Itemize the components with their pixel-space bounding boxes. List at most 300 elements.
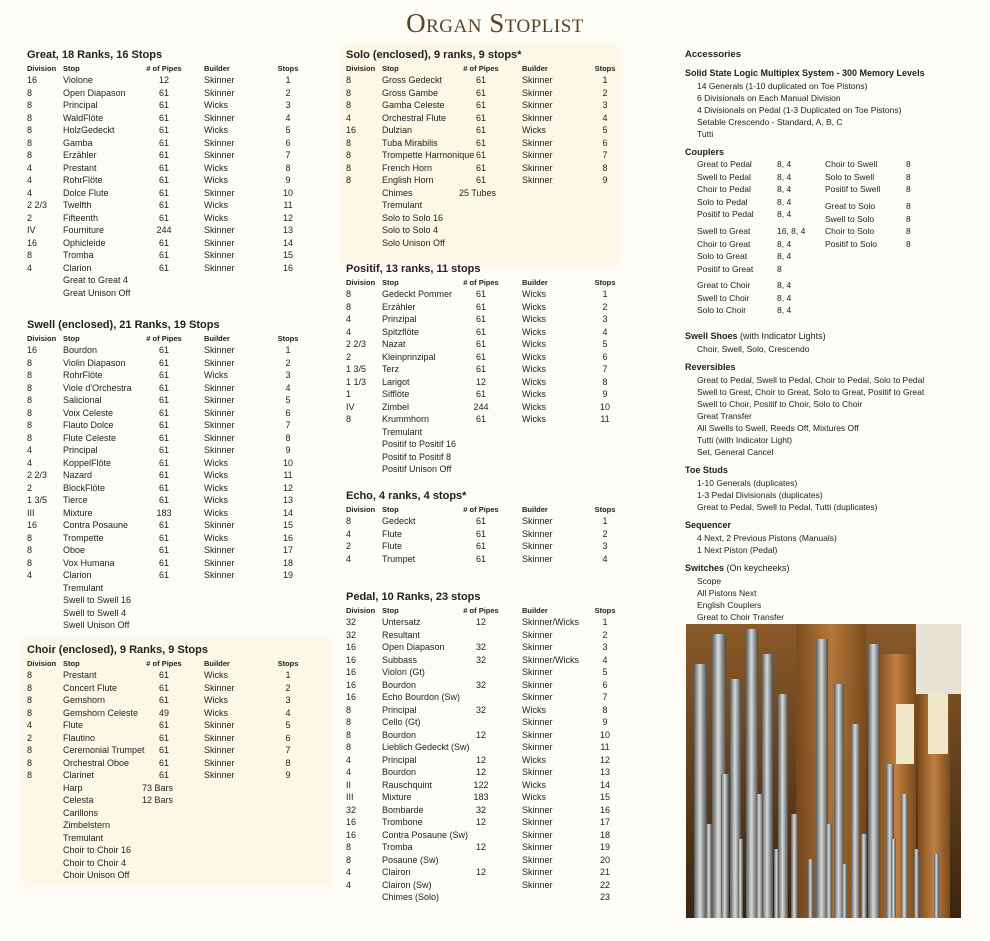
- stop-number-cell: 6: [285, 137, 291, 148]
- builder-cell: Skinner/Wicks: [522, 617, 580, 627]
- header-stops: Stops: [594, 278, 616, 287]
- extra-label: Chimes: [382, 187, 413, 198]
- pipes-cell: 32: [475, 679, 486, 690]
- section-title: Solo (enclosed), 9 ranks, 9 stops*: [346, 49, 522, 61]
- stop-number-cell: 8: [285, 757, 291, 768]
- header-stops: Stops: [277, 334, 299, 343]
- builder-cell: Skinner: [204, 187, 235, 198]
- stop-number-cell: 10: [599, 401, 610, 412]
- stop-name-cell: English Horn: [382, 175, 434, 185]
- column-headers: [27, 658, 327, 669]
- stop-name-cell: Clairon (Sw): [382, 879, 432, 890]
- builder-cell: Wicks: [204, 670, 228, 680]
- stop-name-cell: Prestant: [63, 162, 97, 173]
- couplers-title: Couplers: [685, 147, 725, 157]
- stop-name-cell: Gross Gambe: [382, 87, 439, 98]
- stop-number-cell: 8: [602, 376, 608, 387]
- stop-name-cell: KoppelFlöte: [63, 457, 112, 468]
- pipes-cell: 61: [158, 532, 169, 543]
- division-cell: 8: [27, 100, 33, 110]
- stop-name-cell: French Horn: [382, 162, 433, 173]
- division-cell: 16: [27, 345, 38, 355]
- pipes-cell: 61: [158, 407, 169, 418]
- stop-number-cell: 19: [599, 842, 610, 852]
- stop-row: [27, 569, 327, 582]
- page-title: Organ Stoplist: [406, 8, 584, 38]
- accessory-item: Choir, Swell, Solo, Crescendo: [697, 344, 810, 354]
- header-builder: Builder: [204, 659, 230, 668]
- extra-row: [27, 794, 327, 807]
- stop-row: [27, 669, 327, 682]
- stop-row: [346, 616, 616, 629]
- stop-number-cell: 9: [602, 717, 608, 727]
- pipes-cell: 61: [158, 520, 169, 530]
- reversibles-list: [685, 374, 975, 458]
- accessories-title: Accessories: [685, 49, 741, 60]
- stop-number-cell: 16: [599, 804, 610, 815]
- stop-row: [27, 162, 327, 175]
- header-division: Division: [27, 64, 57, 73]
- extra-label: Tremulant: [382, 426, 423, 437]
- stop-name-cell: Clarion: [63, 570, 92, 580]
- stop-row: [346, 679, 616, 692]
- stop-number-cell: 7: [602, 150, 608, 160]
- stop-row: [27, 482, 327, 495]
- stop-number-cell: 4: [285, 112, 291, 123]
- accessory-item: Great to Pedal, Swell to Pedal, Tutti (duplicates): [697, 502, 878, 512]
- stop-name-cell: Echo Bourdon (Sw): [382, 692, 461, 702]
- coupler-name: Great to Choir: [697, 280, 751, 290]
- extra-label: Positif to Positif 16: [382, 439, 457, 449]
- stop-number-cell: 8: [602, 704, 608, 715]
- coupler-pitch: 8, 4: [777, 159, 792, 169]
- accessory-item: Great to Choir Transfer: [697, 612, 784, 622]
- division-cell: 4: [346, 314, 352, 324]
- builder-cell: Skinner: [522, 642, 553, 652]
- positif-section: [346, 262, 616, 489]
- extra-row: [346, 187, 616, 200]
- switches-list: [685, 575, 975, 623]
- swell-shoes-label: Swell Shoes: [685, 331, 738, 341]
- stop-row: [346, 338, 616, 351]
- builder-cell: Skinner: [522, 717, 553, 727]
- builder-cell: Wicks: [204, 175, 228, 185]
- stop-number-cell: 9: [285, 445, 291, 455]
- builder-cell: Skinner: [204, 445, 235, 455]
- extra-label: Tremulant: [63, 582, 104, 593]
- sequencer-title: Sequencer: [685, 520, 732, 530]
- builder-cell: Skinner: [522, 75, 553, 85]
- coupler-pitch: 8: [906, 184, 911, 194]
- stop-number-cell: 8: [602, 162, 608, 173]
- division-cell: 4: [346, 867, 352, 877]
- builder-cell: Wicks: [204, 200, 228, 210]
- accessory-item: 1-3 Pedal Divisionals (duplicates): [697, 490, 823, 500]
- extra-label: Great to Great 4: [63, 275, 129, 285]
- pipes-cell: 61: [158, 162, 169, 173]
- stop-row: [346, 351, 616, 364]
- column-left: [27, 48, 327, 882]
- builder-cell: Skinner: [204, 75, 235, 85]
- stop-number-cell: 3: [285, 695, 291, 705]
- stop-row: [27, 719, 327, 732]
- builder-cell: Skinner: [204, 395, 235, 405]
- division-cell: IV: [346, 401, 355, 412]
- division-cell: 8: [346, 854, 352, 865]
- stop-number-cell: 1: [602, 289, 608, 299]
- column-headers: [346, 605, 616, 616]
- pipes-cell: 122: [473, 779, 489, 790]
- pipes-cell: 61: [475, 326, 486, 337]
- stop-row: [346, 641, 616, 654]
- stop-row: [27, 174, 327, 187]
- pipes-cell: 12: [475, 729, 486, 740]
- stop-row: [27, 149, 327, 162]
- stop-number-cell: 17: [599, 817, 610, 827]
- accessory-item: 14 Generals (1-10 duplicated on Toe Pistons): [697, 81, 868, 91]
- stop-name-cell: Bourdon: [382, 767, 417, 777]
- division-cell: III: [346, 792, 354, 802]
- stop-number-cell: 7: [285, 420, 291, 430]
- header-pipes: # of Pipes: [146, 659, 182, 668]
- pipes-cell: 32: [475, 642, 486, 652]
- stop-number-cell: 18: [599, 829, 610, 840]
- division-cell: 4: [27, 262, 33, 273]
- builder-cell: Wicks: [204, 370, 228, 380]
- stop-number-cell: 4: [285, 707, 291, 718]
- stop-number-cell: 4: [602, 326, 608, 337]
- pipes-cell: 61: [475, 414, 486, 424]
- accessory-item: 4 Divisionals on Pedal (1-3 Duplicated on Toe Pistons): [697, 105, 902, 115]
- stop-name-cell: Clarion: [63, 262, 92, 273]
- builder-cell: Skinner: [522, 867, 553, 877]
- stop-row: [27, 74, 327, 87]
- division-cell: 8: [346, 729, 352, 740]
- pipes-cell: 61: [158, 137, 169, 148]
- pipes-cell: 61: [475, 289, 486, 299]
- stop-row: [27, 357, 327, 370]
- ssl-list: [685, 80, 975, 140]
- accessory-item: Tutti (with Indicator Light): [697, 435, 793, 445]
- pipes-cell: 61: [158, 125, 169, 135]
- builder-cell: Skinner: [204, 520, 235, 530]
- division-cell: 8: [27, 557, 33, 568]
- accessory-item: Set, General Cancel: [697, 447, 774, 457]
- header-stops: Stops: [594, 606, 616, 615]
- pipes-cell: 61: [475, 87, 486, 98]
- header-pipes: # of Pipes: [463, 278, 499, 287]
- pipes-cell: 61: [158, 345, 169, 355]
- stop-number-cell: 15: [282, 250, 293, 260]
- organ-pipes-illustration: [686, 624, 961, 918]
- organ-pipes-photo: [686, 624, 961, 918]
- builder-cell: Wicks: [522, 401, 546, 412]
- stop-number-cell: 6: [602, 679, 608, 690]
- builder-cell: Wicks: [522, 351, 546, 362]
- header-builder: Builder: [522, 64, 548, 73]
- extra-label: Tremulant: [63, 832, 104, 843]
- stop-name-cell: Viole d'Orchestra: [63, 382, 132, 393]
- stop-number-cell: 16: [282, 262, 293, 273]
- stop-name-cell: Terz: [382, 364, 400, 374]
- coupler-name: Positif to Solo: [825, 238, 877, 249]
- extra-row: [27, 607, 327, 620]
- stop-row: [27, 87, 327, 100]
- builder-cell: Skinner: [522, 679, 553, 690]
- stop-row: [346, 162, 616, 175]
- swell-shoes-note: (with Indicator Lights): [740, 331, 826, 341]
- accessory-item: Swell to Great, Choir to Great, Solo to Great, Positif to Great: [697, 387, 925, 397]
- stop-number-cell: 10: [599, 729, 610, 740]
- extra-row: [27, 782, 327, 795]
- accessory-item: 6 Divisionals on Each Manual Division: [697, 93, 841, 103]
- pipes-cell: 61: [475, 137, 486, 148]
- pipes-cell: 183: [156, 507, 172, 518]
- division-cell: 8: [27, 407, 33, 418]
- stop-row: [27, 432, 327, 445]
- stop-row: [346, 388, 616, 401]
- division-cell: 8: [346, 162, 352, 173]
- coupler-pitch: 8: [906, 171, 911, 182]
- stop-row: [346, 376, 616, 389]
- stop-name-cell: Fourniture: [63, 225, 105, 235]
- stop-row: [27, 732, 327, 745]
- stop-number-cell: 1: [602, 617, 608, 627]
- coupler-pitch: 8: [906, 159, 911, 169]
- stop-name-cell: Contra Posaune: [63, 520, 129, 530]
- stop-row: [27, 199, 327, 212]
- builder-cell: Wicks: [204, 495, 228, 505]
- builder-cell: Wicks: [204, 695, 228, 705]
- extra-row: [346, 199, 616, 212]
- pipes-cell: 61: [158, 545, 169, 555]
- builder-cell: Wicks: [522, 364, 546, 374]
- header-pipes: # of Pipes: [146, 334, 182, 343]
- stop-number-cell: 12: [282, 212, 293, 223]
- coupler-pitch: 8, 4: [777, 209, 792, 219]
- choir-section: [27, 643, 327, 882]
- division-cell: 8: [27, 250, 33, 260]
- coupler-name: Solo to Swell: [825, 171, 875, 182]
- accessory-item: 4 Next, 2 Previous Pistons (Manuals): [697, 533, 837, 543]
- division-cell: 16: [27, 237, 38, 248]
- stop-number-cell: 9: [602, 175, 608, 185]
- stop-name-cell: Dulzian: [382, 125, 413, 135]
- builder-cell: Wicks: [522, 704, 546, 715]
- builder-cell: Skinner: [522, 879, 553, 890]
- stop-number-cell: 9: [602, 389, 608, 399]
- stop-row: [346, 149, 616, 162]
- extra-label: Celesta: [63, 795, 94, 805]
- stop-name-cell: Chimes (Solo): [382, 892, 440, 902]
- division-cell: 8: [27, 757, 33, 768]
- pipe: [861, 834, 867, 918]
- column-headers: [346, 504, 616, 515]
- stop-name-cell: Bourdon: [63, 345, 98, 355]
- swell-shoes-list: [685, 343, 975, 355]
- stop-row: [346, 804, 616, 817]
- stop-row: [346, 301, 616, 314]
- builder-cell: Wicks: [204, 532, 228, 543]
- builder-cell: Skinner: [522, 742, 553, 752]
- stop-number-cell: 5: [602, 125, 608, 135]
- stop-name-cell: Larigot: [382, 376, 410, 387]
- builder-cell: Skinner: [522, 516, 553, 526]
- coupler-pitch: 8: [906, 213, 911, 224]
- division-cell: 1: [346, 389, 352, 399]
- pipes-cell: 61: [475, 553, 486, 564]
- builder-cell: Skinner: [204, 732, 235, 743]
- pipes-cell: 61: [158, 150, 169, 160]
- extra-row: [346, 463, 616, 476]
- header-stops: Stops: [594, 64, 616, 73]
- stop-row: [27, 494, 327, 507]
- header-builder: Builder: [204, 64, 230, 73]
- division-cell: 8: [346, 414, 352, 424]
- division-cell: 4: [346, 767, 352, 777]
- stop-row: [346, 288, 616, 301]
- switches-note: (On keycheeks): [726, 563, 790, 573]
- stop-name-cell: Rauschquint: [382, 779, 433, 790]
- header-division: Division: [346, 64, 376, 73]
- stop-number-cell: 3: [285, 370, 291, 380]
- stop-number-cell: 2: [285, 87, 291, 98]
- header-stop: Stop: [63, 64, 80, 73]
- coupler-pitch: 8: [906, 201, 911, 211]
- extra-row: [346, 438, 616, 451]
- division-cell: 4: [27, 457, 33, 468]
- pipe: [826, 824, 832, 918]
- stop-row: [346, 112, 616, 125]
- stop-number-cell: 1: [602, 75, 608, 85]
- stop-name-cell: Gross Gedeckt: [382, 75, 443, 85]
- division-cell: 8: [27, 382, 33, 393]
- stop-name-cell: Flute: [382, 528, 403, 539]
- pipes-cell: 12: [475, 842, 486, 852]
- stop-row: [346, 74, 616, 87]
- stop-number-cell: 3: [602, 541, 608, 551]
- pipes-cell: 32: [475, 704, 486, 715]
- pipes-cell: 244: [473, 401, 489, 412]
- stop-number-cell: 1: [285, 670, 291, 680]
- pipes-cell: 61: [158, 395, 169, 405]
- stop-name-cell: Voix Celeste: [63, 407, 114, 418]
- builder-cell: Skinner: [204, 770, 235, 780]
- pipes-cell: 61: [158, 732, 169, 743]
- pipe: [891, 839, 896, 918]
- builder-cell: Skinner: [522, 629, 553, 640]
- builder-cell: Skinner: [522, 553, 553, 564]
- extra-label: Positif Unison Off: [382, 464, 452, 474]
- builder-cell: Skinner: [522, 87, 553, 98]
- toe-studs-list: [685, 477, 975, 513]
- coupler-name: Choir to Solo: [825, 226, 875, 236]
- stop-name-cell: Gemshorn: [63, 695, 106, 705]
- stop-number-cell: 15: [282, 520, 293, 530]
- pipes-cell: 61: [158, 670, 169, 680]
- pipes-cell: 61: [475, 125, 486, 135]
- builder-cell: Skinner: [204, 570, 235, 580]
- builder-cell: Skinner: [204, 757, 235, 768]
- builder-cell: Wicks: [204, 125, 228, 135]
- pedal-section: [346, 590, 616, 904]
- stop-number-cell: 12: [599, 754, 610, 765]
- stop-row: [27, 444, 327, 457]
- coupler-name: Choir to Great: [697, 238, 751, 249]
- stop-number-cell: 8: [285, 432, 291, 443]
- stop-number-cell: 19: [282, 570, 293, 580]
- coupler-pitch: 16, 8, 4: [777, 226, 806, 236]
- builder-cell: Skinner: [522, 162, 553, 173]
- switches-title: [685, 561, 975, 575]
- stop-number-cell: 1: [602, 516, 608, 526]
- builder-cell: Skinner: [204, 382, 235, 393]
- division-cell: 8: [27, 370, 33, 380]
- accessory-item: 1 Next Piston (Pedal): [697, 545, 778, 555]
- division-cell: 8: [27, 432, 33, 443]
- stop-number-cell: 14: [282, 507, 293, 518]
- pipes-cell: 61: [158, 212, 169, 223]
- extra-pipes: 73 Bars: [142, 782, 174, 793]
- pipes-cell: 61: [158, 557, 169, 568]
- stop-row: [346, 816, 616, 829]
- stop-number-cell: 7: [285, 150, 291, 160]
- stop-row: [27, 407, 327, 420]
- division-cell: 1 3/5: [346, 364, 367, 374]
- division-cell: II: [346, 779, 352, 790]
- division-cell: 8: [346, 87, 352, 98]
- division-cell: 2: [27, 732, 33, 743]
- coupler-pitch: 8, 4: [777, 251, 792, 261]
- pipes-cell: 61: [158, 745, 169, 755]
- pipes-cell: 49: [158, 707, 169, 718]
- stop-name-cell: Fifteenth: [63, 212, 99, 223]
- stop-name-cell: Flute: [382, 541, 403, 551]
- builder-cell: Skinner: [204, 357, 235, 368]
- division-cell: 8: [27, 707, 33, 718]
- stop-number-cell: 15: [599, 792, 610, 802]
- pipes-cell: 61: [158, 357, 169, 368]
- section-title: Great, 18 Ranks, 16 Stops: [27, 49, 163, 61]
- builder-cell: Skinner: [522, 804, 553, 815]
- stop-number-cell: 2: [285, 357, 291, 368]
- extra-row: [27, 594, 327, 607]
- stop-row: [346, 174, 616, 187]
- extra-label: Solo to Solo 16: [382, 212, 444, 223]
- stop-row: [346, 363, 616, 376]
- stop-row: [346, 401, 616, 414]
- header-division: Division: [27, 659, 57, 668]
- extra-row: [27, 869, 327, 882]
- builder-cell: Wicks: [522, 754, 546, 765]
- division-cell: 1 3/5: [27, 495, 48, 505]
- coupler-name: Positif to Pedal: [697, 209, 754, 219]
- header-pipes: # of Pipes: [463, 505, 499, 514]
- pipes-cell: 12: [475, 617, 486, 627]
- builder-cell: Wicks: [522, 125, 546, 135]
- stop-number-cell: 2: [602, 301, 608, 312]
- division-cell: 2 2/3: [27, 470, 48, 480]
- stop-row: [27, 262, 327, 275]
- pipes-cell: 61: [158, 112, 169, 123]
- builder-cell: Skinner: [522, 150, 553, 160]
- couplers-grid: [685, 159, 975, 329]
- pipes-cell: 61: [158, 757, 169, 768]
- division-cell: 8: [27, 87, 33, 98]
- header-builder: Builder: [204, 334, 230, 343]
- ssl-title: Solid State Logic Multiplex System - 300 Memory Levels: [685, 68, 925, 78]
- stop-name-cell: WaldFlöte: [63, 112, 104, 123]
